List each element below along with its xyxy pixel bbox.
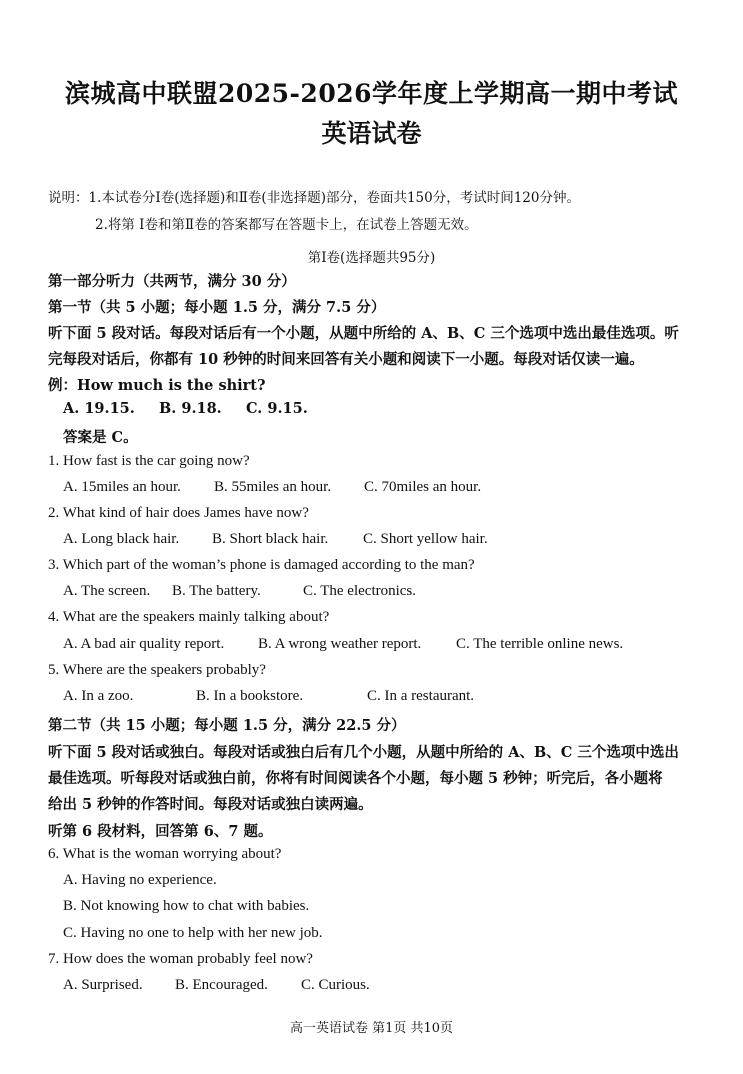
question-6-option-c: C. Having no one to help with her new job. bbox=[63, 925, 323, 941]
example-option-b: B. 9.18. bbox=[159, 400, 222, 417]
option-a: A. 15miles an hour. bbox=[63, 479, 181, 495]
question-5-options bbox=[63, 688, 474, 705]
section1-instructions-line-2: 完每段对话后，你都有 10 秒钟的时间来回答有关小题和阅读下一小题。每段对话仅读一遍。 bbox=[48, 351, 644, 368]
section2-instructions-line-3: 给出 5 秒钟的作答时间。每段对话或独白读两遍。 bbox=[48, 796, 373, 813]
option-b: B. In a bookstore. bbox=[196, 688, 304, 704]
option-c: C. The electronics. bbox=[303, 583, 417, 599]
option-c: C. The terrible online news. bbox=[456, 636, 624, 652]
question-2: 2. What kind of hair does James have now? bbox=[48, 505, 309, 521]
section2-heading: 第二节（共 15 小题；每小题 1.5 分，满分 22.5 分） bbox=[48, 717, 406, 734]
option-a: A. The screen. bbox=[63, 583, 151, 599]
option-a: A. Long black hair. bbox=[63, 531, 180, 547]
question-1-options bbox=[63, 479, 481, 496]
option-a: A. A bad air quality report. bbox=[63, 636, 225, 652]
section2-instructions-line-1: 听下面 5 段对话或独白。每段对话或独白后有几个小题，从题中所给的 A、B、C 三个选项中选出 bbox=[48, 744, 679, 761]
material-6-heading: 听第 6 段材料，回答第 6、7 题。 bbox=[48, 823, 273, 840]
question-4-options bbox=[63, 636, 623, 653]
part1-heading: 第一部分听力（共两节，满分 30 分） bbox=[48, 273, 296, 290]
page-footer: 高一英语试卷 第1页 共10页 bbox=[289, 1021, 454, 1036]
example-options bbox=[63, 400, 308, 417]
example-answer: 答案是 C。 bbox=[63, 429, 138, 446]
exam-title: 滨城高中联盟2025-2026学年度上学期高一期中考试 bbox=[64, 79, 679, 108]
question-5: 5. Where are the speakers probably? bbox=[48, 662, 266, 678]
option-c: C. 70miles an hour. bbox=[364, 479, 482, 495]
example-option-c: C. 9.15. bbox=[246, 400, 308, 417]
option-b: B. A wrong weather report. bbox=[258, 636, 422, 652]
exam-subject-title: 英语试卷 bbox=[321, 119, 422, 148]
question-3-options bbox=[63, 583, 416, 600]
question-3: 3. Which part of the woman’s phone is damaged according to the man? bbox=[48, 557, 475, 573]
question-1: 1. How fast is the car going now? bbox=[48, 453, 250, 469]
option-c: C. In a restaurant. bbox=[367, 688, 475, 704]
example-question: 例：How much is the shirt? bbox=[48, 377, 266, 394]
option-b: B. 55miles an hour. bbox=[214, 479, 332, 495]
question-2-options bbox=[63, 531, 488, 548]
section2-instructions-line-2: 最佳选项。听每段对话或独白前，你将有时间阅读各个小题，每小题 5 秒钟；听完后，各小题将 bbox=[48, 770, 663, 787]
question-6-option-a: A. Having no experience. bbox=[63, 872, 217, 888]
question-4: 4. What are the speakers mainly talking about? bbox=[48, 609, 330, 625]
section1-heading: 第一节（共 5 小题；每小题 1.5 分，满分 7.5 分） bbox=[48, 299, 386, 316]
option-c: C. Short yellow hair. bbox=[363, 531, 488, 547]
instructions-note-2: 2.将第 Ⅰ卷和第Ⅱ卷的答案都写在答题卡上，在试卷上答题无效。 bbox=[95, 217, 478, 233]
section1-instructions-line-1: 听下面 5 段对话。每段对话后有一个小题，从题中所给的 A、B、C 三个选项中选出最佳选项。听 bbox=[48, 325, 679, 342]
option-a: A. In a zoo. bbox=[63, 688, 134, 704]
question-6: 6. What is the woman worrying about? bbox=[48, 846, 282, 862]
question-7: 7. How does the woman probably feel now? bbox=[48, 951, 313, 967]
option-a: A. Surprised. bbox=[63, 977, 143, 993]
example-option-a: A. 19.15. bbox=[63, 400, 135, 417]
question-6-option-b: B. Not knowing how to chat with babies. bbox=[63, 898, 310, 914]
option-b: B. The battery. bbox=[172, 583, 261, 599]
option-c: C. Curious. bbox=[301, 977, 370, 993]
option-b: B. Encouraged. bbox=[175, 977, 268, 993]
volume-heading: 第Ⅰ卷(选择题共95分) bbox=[307, 250, 436, 266]
instructions-note-1: 说明：1.本试卷分Ⅰ卷(选择题)和Ⅱ卷(非选择题)部分，卷面共150分，考试时间120分钟。 bbox=[48, 190, 580, 206]
option-b: B. Short black hair. bbox=[212, 531, 329, 547]
question-7-options bbox=[63, 977, 370, 994]
